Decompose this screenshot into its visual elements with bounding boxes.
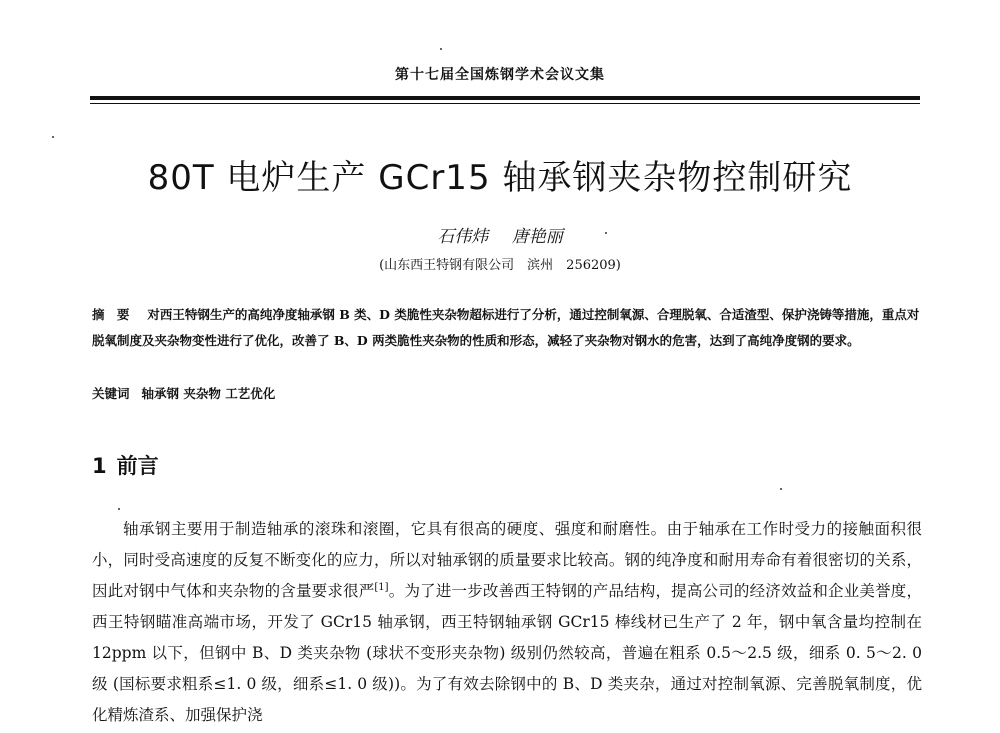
paper-title: 80T 电炉生产 GCr15 轴承钢夹杂物控制研究 xyxy=(147,158,853,198)
keywords xyxy=(92,384,922,402)
header-rule-thick xyxy=(90,96,920,100)
paragraph-text-2: 。为了进一步改善西王特钢的产品结构，提高公司的经济效益和企业美誉度，西王特钢瞄准高端市场，开发了 GCr15 轴承钢，西王特钢轴承钢 GCr15 棒线材已生产了 2 年，钢中氧含量均控制在 12ppm 以下，但钢中 B、D 类夹杂物 (球状不变形夹杂物) 级别仍然较高，普遍在粗系 0.5～2.5 级，细系 0. 5～2. 0 级 (国标要求粗系≤1. 0 级，细系≤1. 0 级))。为了有效去除钢中的 B、D 类夹杂，通过对控制氧源、完善脱氧制度，优化精炼渣系、加强保护浇 xyxy=(92,582,922,724)
section-number: 1 xyxy=(92,454,107,478)
abstract-label: 摘 要 xyxy=(92,307,134,322)
paper-affiliation: (山东西王特钢有限公司 滨州 256209) xyxy=(379,258,621,273)
section-heading xyxy=(92,450,159,480)
paper-authors: 石伟炜 唐艳丽 xyxy=(437,227,563,247)
keywords-label: 关键词 xyxy=(92,386,130,401)
body-paragraph xyxy=(92,514,922,731)
header-rule-thin xyxy=(90,103,920,104)
abstract-text: 对西王特钢生产的高纯净度轴承钢 B 类、D 类脆性夹杂物超标进行了分析，通过控制氧源、合理脱氧、合适渣型、保护浇铸等措施，重点对脱氧制度及夹杂物变性进行了优化，改善了 B、D 两类脆性夹杂物的性质和形态，减轻了夹杂物对钢水的危害，达到了高纯净度钢的要求。 xyxy=(92,307,920,348)
citation-marker: [1] xyxy=(374,581,389,593)
running-header: 第十七届全国炼钢学术会议文集 xyxy=(395,67,605,83)
section-title: 前言 xyxy=(116,454,159,478)
paragraph-text-1: 轴承钢主要用于制造轴承的滚珠和滚圈，它具有很高的硬度、强度和耐磨性。由于轴承在工作时受力的接触面积很小，同时受高速度的反复不断变化的应力，所以对轴承钢的质量要求比较高。钢的纯净度和耐用寿命有着很密切的关系，因此对钢中气体和夹杂物的含量要求很严 xyxy=(92,520,922,600)
abstract xyxy=(92,302,922,354)
keywords-text: 轴承钢 夹杂物 工艺优化 xyxy=(141,386,276,401)
